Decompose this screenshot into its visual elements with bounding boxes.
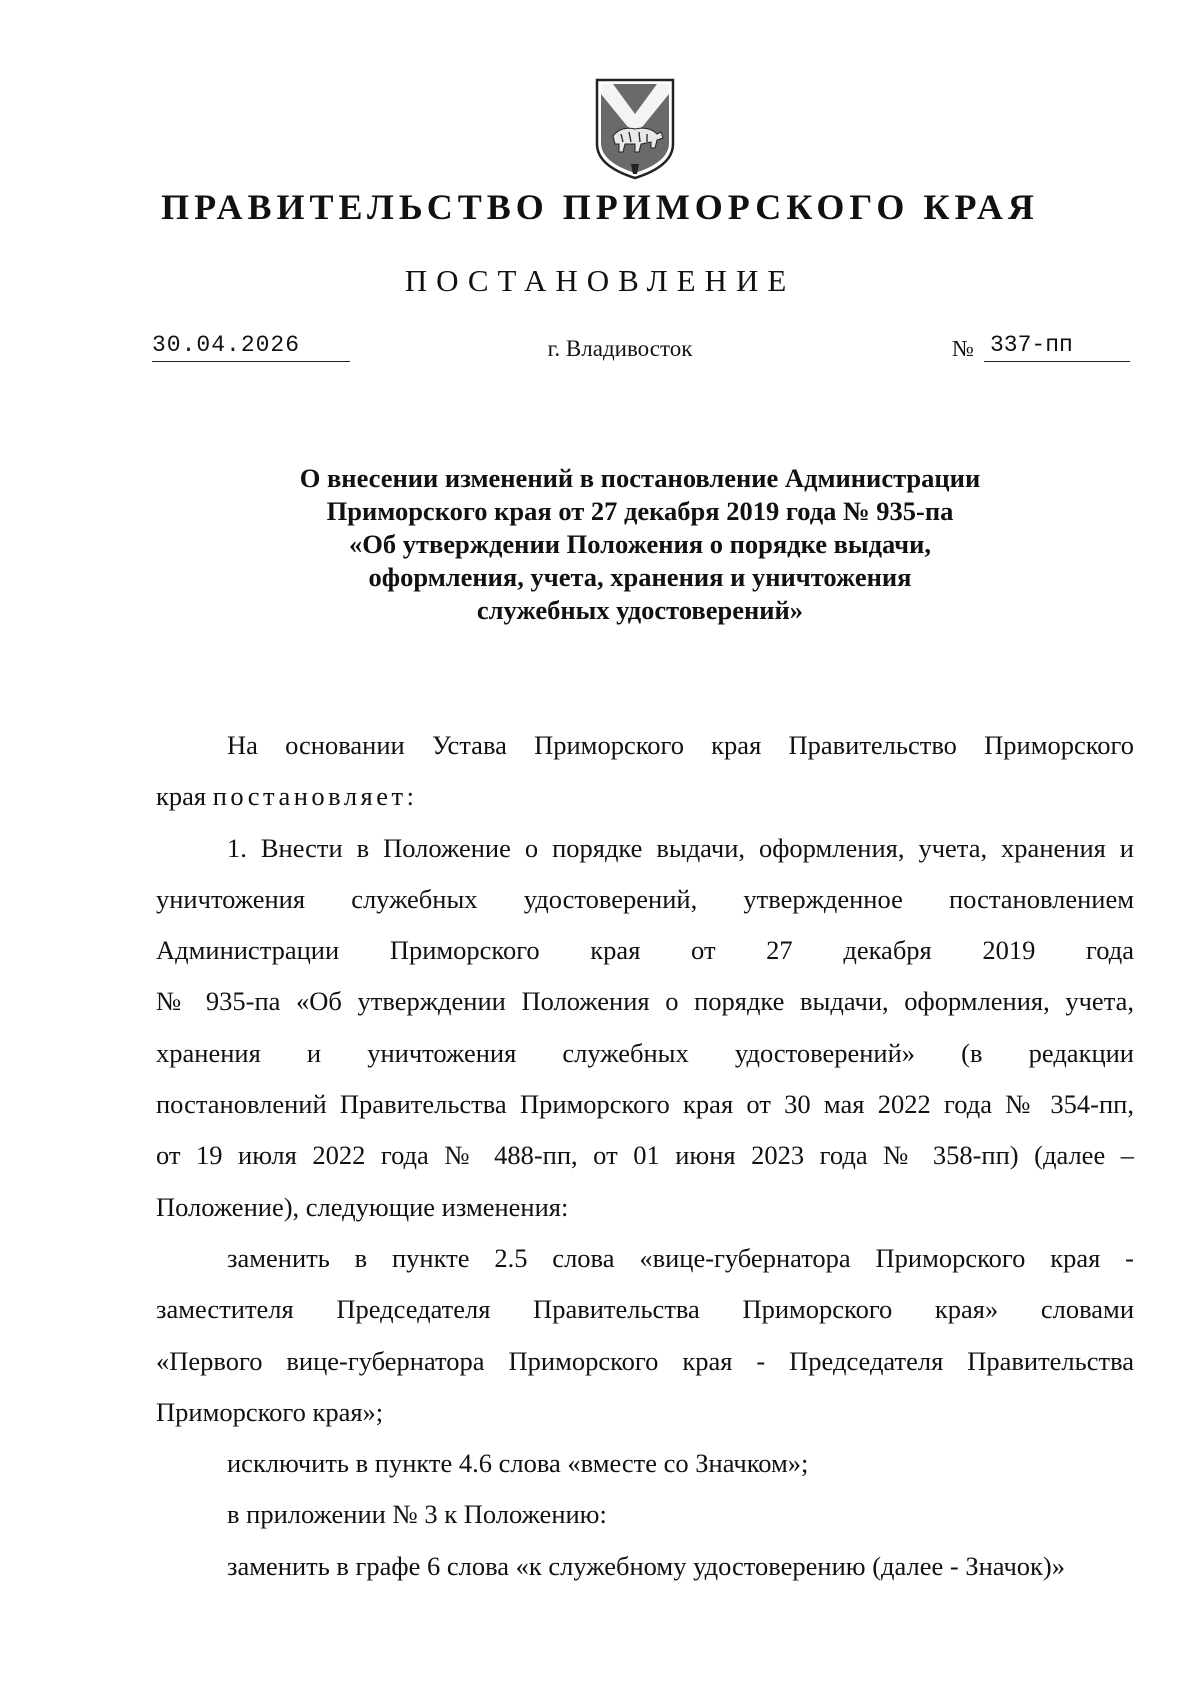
body-line: хранения и уничтожения служебных удостоверений» (в редакции bbox=[156, 1037, 1134, 1068]
document-number: 337-пп bbox=[984, 332, 1130, 362]
body-line: «Первого вице-губернатора Приморского края - Председателя Правительства bbox=[156, 1345, 1134, 1376]
body-line: заместителя Председателя Правительства Приморского края» словами bbox=[156, 1294, 1134, 1325]
heading-line: Приморского края от 27 декабря 2019 года № 935-па bbox=[326, 496, 954, 526]
heading-line: «Об утверждении Положения о порядке выдачи, bbox=[348, 529, 932, 559]
body-line: от 19 июля 2022 года № 488-пп, от 01 июня 2023 года № 358-пп) (далее – bbox=[156, 1140, 1134, 1171]
body-line: заменить в пункте 2.5 слова «вице-губернатора Приморского края - bbox=[227, 1242, 1134, 1273]
body-line: исключить в пункте 4.6 слова «вместе со Значком»; bbox=[227, 1448, 809, 1479]
body-line: 1. Внести в Положение о порядке выдачи, оформления, учета, хранения и bbox=[227, 832, 1134, 863]
document-heading bbox=[160, 462, 1120, 627]
number-sign: № bbox=[952, 336, 974, 361]
body-text: края bbox=[156, 781, 207, 812]
body-line: в приложении № 3 к Положению: bbox=[227, 1499, 607, 1530]
body-line: № 935-па «Об утверждении Положения о порядке выдачи, оформления, учета, bbox=[156, 986, 1134, 1017]
body-line: Положение), следующие изменения: bbox=[156, 1191, 569, 1222]
body-line: постановлений Правительства Приморского края от 30 мая 2022 года № 354-пп, bbox=[156, 1089, 1134, 1120]
body-line: Приморского края»; bbox=[156, 1396, 384, 1427]
body-line: заменить в графе 6 слова «к служебному удостоверению (далее - Значок)» bbox=[227, 1550, 1066, 1581]
document-type: ПОСТАНОВЛЕНИЕ bbox=[404, 263, 796, 298]
body-line: На основании Устава Приморского края Правительство Приморского bbox=[227, 730, 1134, 760]
body-line bbox=[156, 771, 1134, 822]
heading-line: О внесении изменений в постановление Администрации bbox=[299, 463, 981, 493]
heading-line: оформления, учета, хранения и уничтожения bbox=[368, 562, 912, 592]
organization-title: ПРАВИТЕЛЬСТВО ПРИМОРСКОГО КРАЯ bbox=[161, 187, 1039, 227]
coat-of-arms-emblem bbox=[591, 74, 679, 182]
body-line: уничтожения служебных удостоверений, утвержденное постановлением bbox=[156, 883, 1134, 914]
document-city: г. Владивосток bbox=[547, 336, 693, 361]
spaced-verb: постановляет: bbox=[212, 781, 418, 812]
document-date: 30.04.2026 bbox=[152, 332, 350, 362]
heading-line: служебных удостоверений» bbox=[476, 595, 804, 625]
document-body bbox=[156, 720, 1134, 1592]
body-line: Администрации Приморского края от 27 декабря 2019 года bbox=[156, 935, 1134, 966]
